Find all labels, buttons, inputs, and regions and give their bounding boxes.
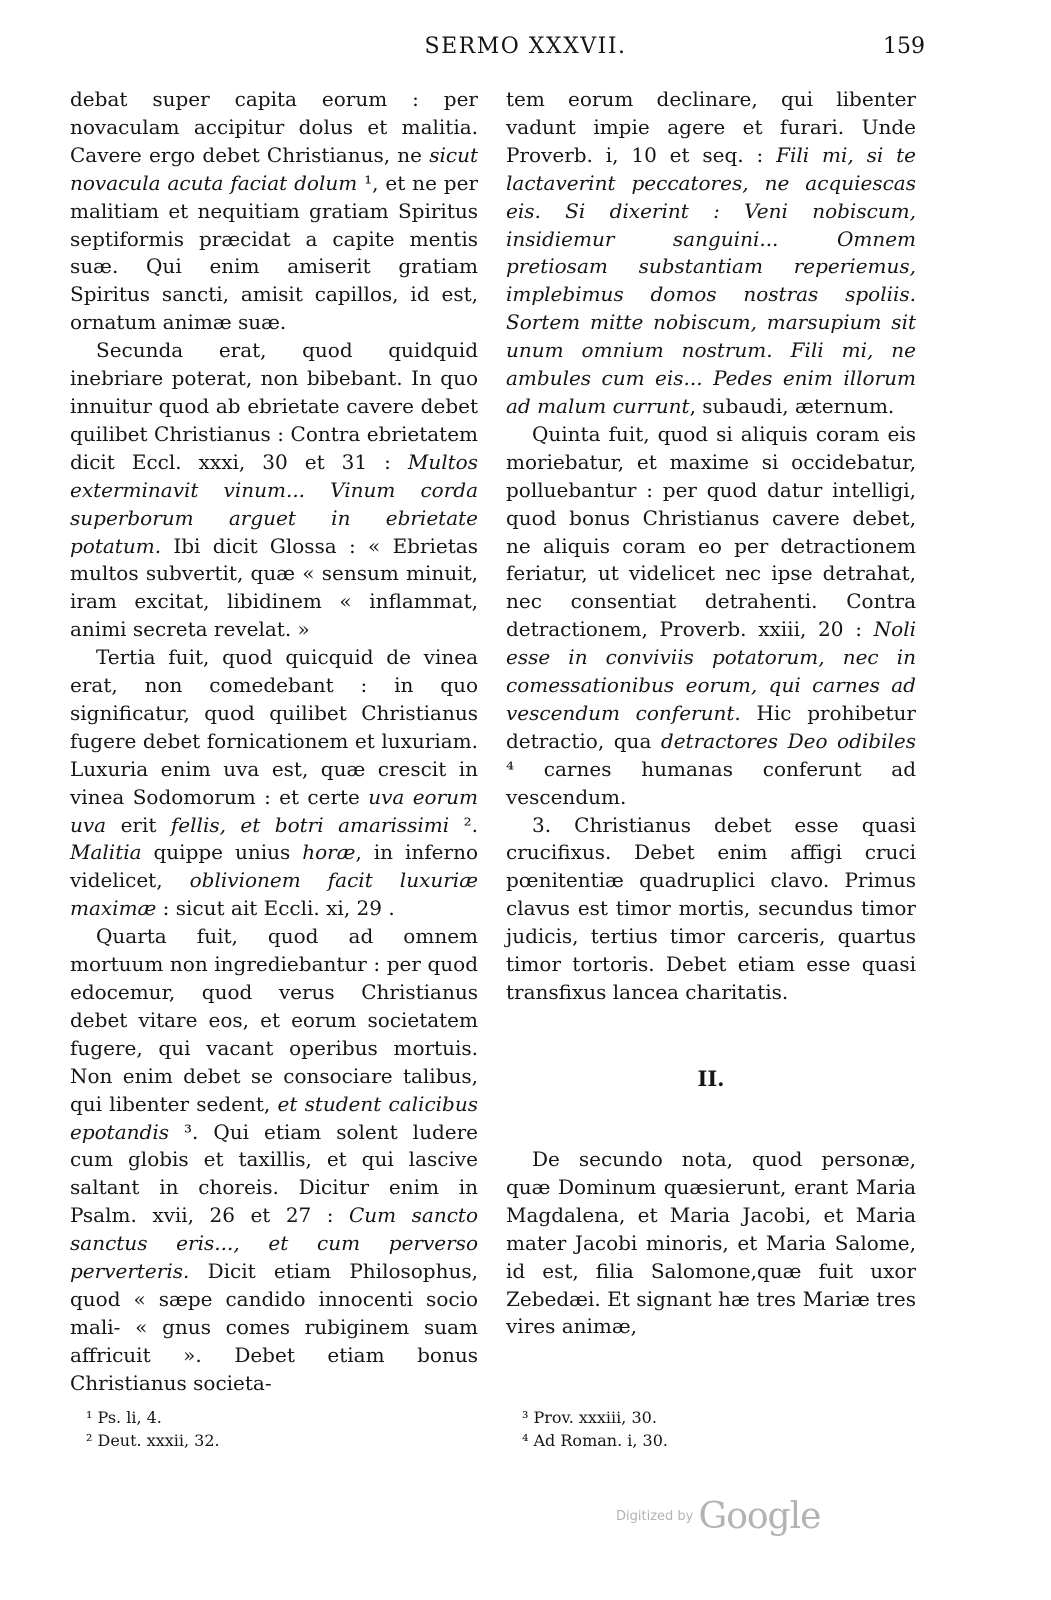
- right-text-column-lower: [506, 1146, 916, 1341]
- digitized-by-google-watermark: [616, 1496, 820, 1537]
- footnote-4: ⁴ Ad Roman. i, 30.: [522, 1431, 668, 1450]
- section-numeral: II.: [697, 1066, 725, 1091]
- running-header-title: SERMO XXXVII.: [424, 34, 627, 59]
- footnotes-left: [86, 1406, 220, 1452]
- footnote-3: ³ Prov. xxxiii, 30.: [522, 1408, 657, 1427]
- footnote-2: ² Deut. xxxii, 32.: [86, 1431, 220, 1450]
- watermark-brand: Google: [698, 1496, 821, 1537]
- paragraph: Quinta fuit, quod si aliquis coram eis moriebatur, et maxime si occidebatur, polluebantur : per quod datur intelligi, quod bonus Christianus cavere debet, ne aliquis coram eo per detractionem feriatur, ut videlicet nec ipse detrahat, nec consentiat detrahenti. Contra detractionem, Proverb. xxiii, 20 : Noli esse in conviviis potatorum, nec in comessationibus eorum, qui carnes ad vescendum conferunt. Hic prohibetur detractio, qua detractores Deo odibiles ⁴ carnes humanas conferunt ad vescendum.: [506, 421, 916, 809]
- page-number: 159: [883, 34, 925, 59]
- footnote-1: ¹ Ps. li, 4.: [86, 1408, 162, 1427]
- paragraph: 3. Christianus debet esse quasi crucifixus. Debet enim affigi cruci pœnitentiæ quadruplici clavo. Primus clavus est timor mortis, secundus timor judicis, tertius timor carceris, quartus timor tortoris. Debet etiam esse quasi transfixus lancea charitatis.: [506, 812, 916, 1004]
- paragraph: Secunda erat, quod quidquid inebriare poterat, non bibebant. In quo innuitur quod ab ebrietate cavere debet quilibet Christianus : Contra ebrietatem dicit Eccl. xxxi, 30 et 31 : Multos exterminavit vinum... Vinum corda superborum arguet in ebrietate potatum. Ibi dicit Glossa : « Ebrietas multos subvertit, quæ « sensum minuit, iram excitat, libidinem « inflammat, animi secreta revelat. »: [70, 338, 478, 642]
- paragraph: Tertia fuit, quod quicquid de vinea erat, non comedebant : in quo significatur, quod quilibet Christianus fugere debet fornicationem et luxuriam. Luxuria enim uva est, quæ crescit in vinea Sodomorum : et certe uva eorum uva erit fellis, et botri amarissimi ². Malitia quippe unius horæ, in inferno videlicet, oblivionem facit luxuriæ maximæ : sicut ait Eccli. xi, 29 .: [70, 645, 479, 921]
- footnotes-right: [522, 1406, 668, 1452]
- paragraph: Quarta fuit, quod ad omnem mortuum non ingrediebantur : per quod edocemur, quod verus Christianus debet vitare eos, et eorum societatem fugere, qui vacant operibus mortuis. Non enim debet se consociare talibus, qui libenter sedent, et student calicibus epotandis ³. Qui etiam solent ludere cum globis et taxillis, et qui lascive saltant in choreis. Dicitur enim in Psalm. xvii, 26 et 27 : Cum sancto sanctus eris..., et cum perverso perverteris. Dicit etiam Philosophus, quod « sæpe candido innocenti socio mali- « gnus comes rubiginem suam affricuit ». Debet etiam bonus Christianus societa-: [70, 924, 478, 1395]
- paragraph: tem eorum declinare, qui libenter vadunt impie agere et furari. Unde Proverb. i, 10 et seq. : Fili mi, si te lactaverint peccatores, ne acquiescas eis. Si dixerint : Veni nobiscum, insidiemur sanguini... Omnem pretiosam substantiam reperiemus, implebimus domos nostras spoliis. Sortem mitte nobiscum, marsupium sit unum omnium nostrum. Fili mi, ne ambules cum eis... Pedes enim illorum ad malum currunt, subaudi, æternum.: [506, 87, 917, 418]
- watermark-prefix: Digitized by: [616, 1509, 694, 1524]
- left-text-column: [70, 86, 478, 1398]
- paragraph: De secundo nota, quod personæ, quæ Dominum quæsierunt, erant Maria Magdalena, et Maria Jacobi, et Maria mater Jacobi minoris, et Maria Salome, id est, filia Salomone,quæ fuit uxor Zebedæi. Et signant hæ tres Mariæ tres vires animæ,: [506, 1147, 916, 1339]
- right-text-column: [506, 86, 916, 1007]
- paragraph: debat super capita eorum : per novaculam accipitur dolus et malitia. Cavere ergo debet Christianus, ne sicut novacula acuta faciat dolum ¹, et ne per malitiam et nequitiam gratiam Spiritus septiformis præcidat a capite mentis suæ. Qui enim amiserit gratiam Spiritus sancti, amisit capillos, id est, ornatum animæ suæ.: [70, 87, 479, 335]
